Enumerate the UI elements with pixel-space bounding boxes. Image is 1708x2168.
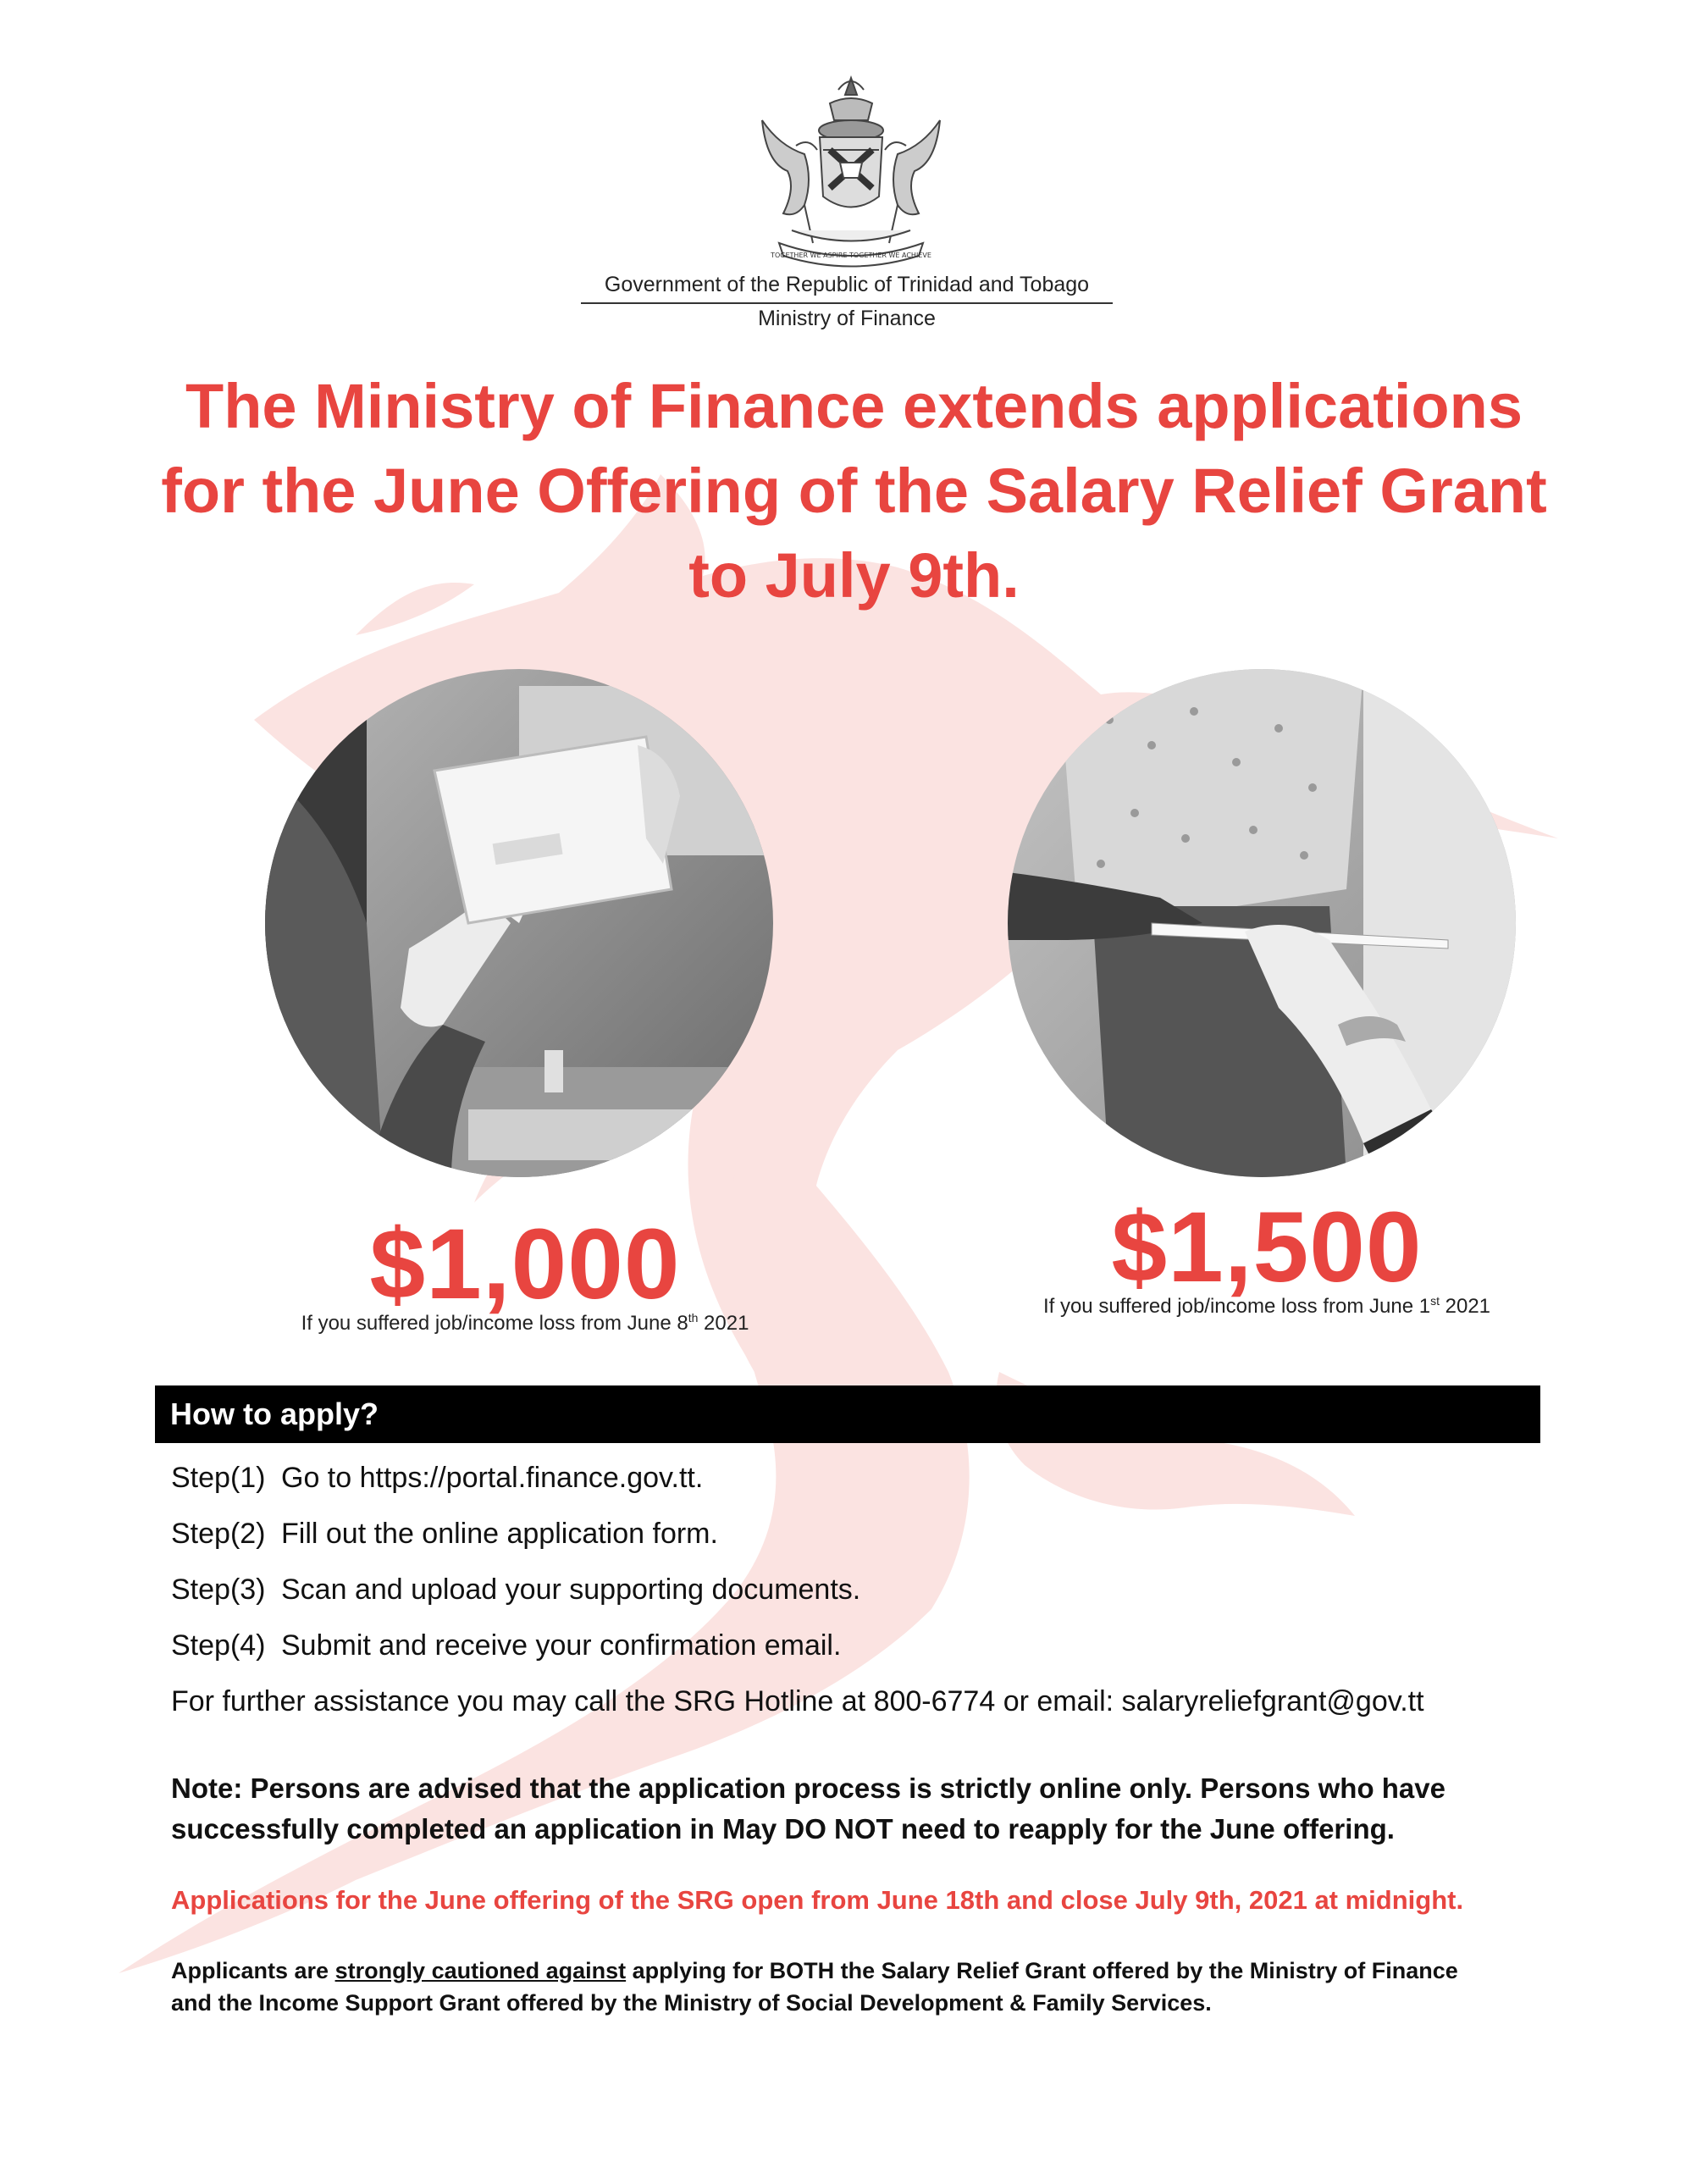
step-4: Step(4) Submit and receive your confirmation email. [171, 1629, 842, 1662]
application-dates: Applications for the June offering of the SRG open from June 18th and close July 9th, 2021 at midnight. [171, 1885, 1464, 1915]
how-to-apply-bar [155, 1385, 1540, 1443]
photo-cheque-handover [1008, 669, 1516, 1177]
how-to-apply-title: How to apply? [170, 1396, 379, 1431]
government-name: Government of the Republic of Trinidad and Tobago [581, 273, 1113, 304]
step-3-text: Scan and upload your supporting documents. [281, 1573, 861, 1606]
grant-amount-1500: $1,500 [1111, 1192, 1423, 1303]
step-3: Step(3) Scan and upload your supporting documents. [171, 1573, 861, 1606]
grant-amount-1000: $1,000 [369, 1208, 681, 1320]
step-2-text: Fill out the online application form. [281, 1518, 718, 1550]
step-1: Step(1) Go to https://portal.finance.gov.tt. [171, 1462, 704, 1494]
step-4-text: Submit and receive your confirmation email. [281, 1629, 842, 1662]
steps-list [171, 1458, 1560, 1738]
grant-caption-1500: If you suffered job/income loss from June 1st 2021 [1042, 1294, 1491, 1318]
step-2: Step(2) Fill out the online application form. [171, 1518, 718, 1550]
step-1-text: Go to https://portal.finance.gov.tt. [281, 1462, 704, 1494]
coat-of-arms-crest [745, 69, 957, 268]
online-only-note: Note: Persons are advised that the application process is strictly online only. Persons who have successfully completed an application in May DO NOT need to reapply for the June offering. [171, 1773, 1445, 1844]
photo-envelope-handover [265, 669, 773, 1177]
assistance-info: For further assistance you may call the SRG Hotline at 800-6774 or email: salaryreliefgrant@gov.tt [171, 1685, 1424, 1717]
crest-motto: TOGETHER WE ASPIRE TOGETHER WE ACHIEVE [771, 252, 931, 259]
headline-line-3: to July 9th. [688, 540, 1020, 611]
ministry-name: Ministry of Finance [758, 307, 936, 330]
grant-caption-1000: If you suffered job/income loss from June 8th 2021 [301, 1311, 749, 1335]
headline-line-1: The Ministry of Finance extends applications [185, 371, 1523, 441]
headline [85, 364, 1623, 618]
headline-line-2: for the June Offering of the Salary Relief Grant [161, 456, 1547, 526]
caution-notice: Applicants are strongly cautioned against applying for BOTH the Salary Relief Grant offered by the Ministry of Finance and the Income Support Grant offered by the Ministry of Social Development & Family Services. [171, 1958, 1458, 2016]
